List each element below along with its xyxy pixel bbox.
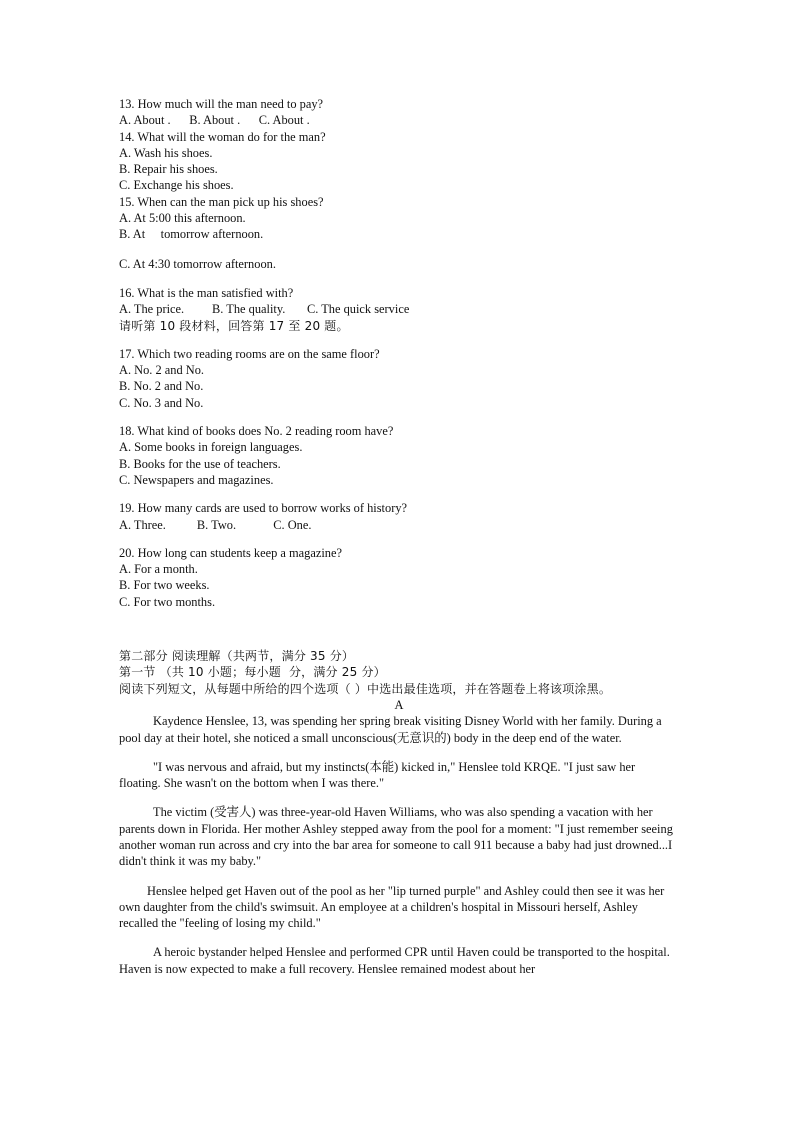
q18-option-a: A. Some books in foreign languages.	[119, 440, 303, 455]
spacer	[119, 488, 679, 500]
passage-paragraph-4: Henslee helped get Haven out of the pool as her "lip turned purple" and Ashley could then see it was her own daughter from the child's swimsuit. An employee at a children's hospital in Missouri herself, Ashley recalled the "feeling of losing my child."	[119, 883, 665, 931]
spacer	[119, 870, 679, 883]
reading-part-title: 第二部分 阅读理解（共两节，满分 35 分）	[119, 649, 355, 664]
q13-options: A. About . B. About . C. About .	[119, 113, 310, 128]
q15-option-b: B. At tomorrow afternoon.	[119, 227, 264, 242]
spacer	[119, 272, 679, 285]
q17-option-c: C. No. 3 and No.	[119, 395, 204, 410]
spacer	[119, 746, 679, 759]
q20-option-c: C. For two months.	[119, 594, 216, 609]
q17-option-a: A. No. 2 and No.	[119, 363, 205, 378]
q18-option-c: C. Newspapers and magazines.	[119, 472, 274, 487]
spacer	[119, 533, 679, 545]
q15-question: 15. When can the man pick up his shoes?	[119, 194, 324, 209]
passage-paragraph-2: "I was nervous and afraid, but my instincts(本能) kicked in," Henslee told KRQE. "I just saw her floating. She wasn't on the bottom when I was there."	[119, 759, 636, 791]
document-page	[119, 96, 679, 977]
q20-option-a: A. For a month.	[119, 562, 198, 577]
q16-question: 16. What is the man satisfied with?	[119, 285, 294, 300]
q19-options: A. Three. B. Two. C. One.	[119, 517, 312, 532]
q18-option-b: B. Books for the use of teachers.	[119, 456, 281, 471]
passage-paragraph-5: A heroic bystander helped Henslee and performed CPR until Haven could be transported to the hospital. Haven is now expected to make a full recovery. Henslee remained modest about her	[119, 945, 670, 976]
q20-option-b: B. For two weeks.	[119, 578, 210, 593]
q17-option-b: B. No. 2 and No.	[119, 379, 204, 394]
q20-question: 20. How long can students keep a magazine?	[119, 545, 342, 560]
q14-option-c: C. Exchange his shoes.	[119, 178, 234, 193]
q13-question: 13. How much will the man need to pay?	[119, 97, 324, 111]
q19-question: 19. How many cards are used to borrow works of history?	[119, 501, 408, 516]
spacer	[119, 931, 679, 944]
q14-option-b: B. Repair his shoes.	[119, 162, 218, 177]
reading-section-title: 第一节 （共 10 小题；每小题 分，满分 25 分）	[119, 665, 386, 680]
spacer	[119, 243, 679, 256]
q16-options: A. The price. B. The quality. C. The quick service	[119, 302, 410, 317]
passage-label: A	[394, 697, 404, 712]
q14-option-a: A. Wash his shoes.	[119, 145, 213, 160]
spacer	[119, 334, 679, 346]
listening-instruction: 请听第 10 段材料，回答第 17 至 20 题。	[119, 318, 349, 333]
passage-paragraph-3: The victim (受害人) was three-year-old Haven Williams, who was also spending a vacation with her parents down in Florida. Her mother Ashley stepped away from the pool for a moment: "I just remember seeing another woman run across and cry into the bar area for someone to call 911 because a baby had just drowned...I didn't think it was my baby."	[119, 805, 673, 869]
reading-instruction: 阅读下列短文，从每题中所给的四个选项（ ）中选出最佳选项，并在答题卷上将该项涂黑。	[119, 681, 612, 696]
spacer	[119, 610, 679, 648]
q14-question: 14. What will the woman do for the man?	[119, 129, 326, 144]
q18-question: 18. What kind of books does No. 2 reading room have?	[119, 424, 394, 439]
q15-option-c: C. At 4:30 tomorrow afternoon.	[119, 256, 276, 271]
q15-option-a: A. At 5:00 this afternoon.	[119, 211, 246, 226]
spacer	[119, 791, 679, 804]
q17-question: 17. Which two reading rooms are on the same floor?	[119, 346, 380, 361]
passage-paragraph-1: Kaydence Henslee, 13, was spending her spring break visiting Disney World with her family. During a pool day at their hotel, she noticed a small unconscious(无意识的) body in the deep end of the water.	[119, 714, 662, 745]
spacer	[119, 411, 679, 423]
